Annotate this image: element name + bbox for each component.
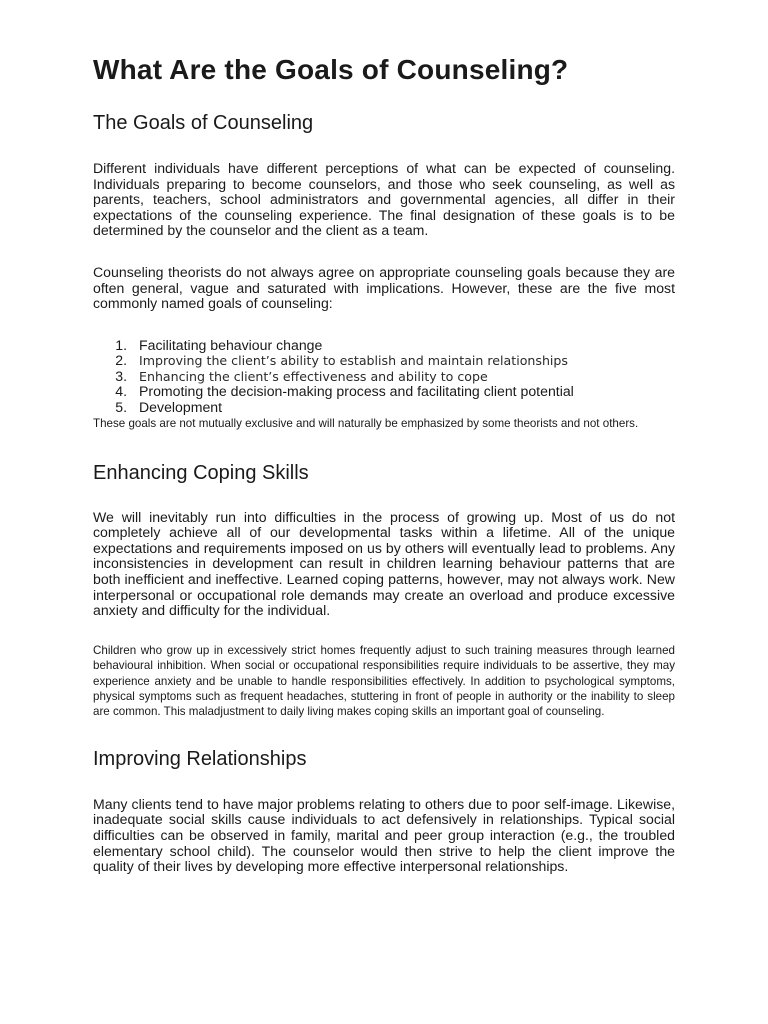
section-heading-relationships: Improving Relationships <box>93 747 307 770</box>
list-item-number: 5. <box>115 398 127 415</box>
list-item-number: 4. <box>115 383 127 400</box>
list-item <box>93 353 675 369</box>
list-item-text: Enhancing the client’s effectiveness and ability to cope <box>139 368 488 384</box>
list-item-number: 3. <box>115 367 127 384</box>
list-item-text: Promoting the decision-making process and facilitating client potential <box>139 383 574 400</box>
paragraph-perceptions: Different individuals have different perceptions of what can be expected of counseling. Individuals preparing to become counselors, and those who seek counseling, as well as parents, teachers, school administrators and governmental agencies, all differ in their expectations of the counseling experience. The final designation of these goals is to be determined by the counselor and the client as a team. <box>93 160 675 239</box>
list-item-number: 2. <box>115 352 127 369</box>
list-item <box>93 400 675 416</box>
list-item <box>93 369 675 385</box>
list-item-text: Development <box>139 398 223 415</box>
paragraph-difficulties: We will inevitably run into difficulties in the process of growing up. Most of us do not completely achieve all of our developmental tasks within a lifetime. All of the unique expectations and requirements imposed on us by others will eventually lead to problems. Any inconsistencies in development can result in children learning behaviour patterns that are both inefficient and ineffective. Learned coping patterns, however, may not always work. New interpersonal or occupational role demands may create an overload and produce excessive anxiety and difficulty for the individual. <box>93 508 675 619</box>
page-title: What Are the Goals of Counseling? <box>93 54 569 85</box>
document-page <box>93 52 675 875</box>
goals-note: These goals are not mutually exclusive and will naturally be emphasized by some theorists and not others. <box>93 417 639 431</box>
section-heading-coping: Enhancing Coping Skills <box>93 461 309 484</box>
paragraph-theorists: Counseling theorists do not always agree on appropriate counseling goals because they are often general, vague and saturated with implications. However, these are the five most commonly named goals of counseling: <box>93 263 675 312</box>
list-item <box>93 384 675 400</box>
goals-list <box>93 338 675 416</box>
list-item-number: 1. <box>115 336 127 353</box>
list-item-text: Facilitating behaviour change <box>139 336 323 353</box>
paragraph-relationships: Many clients tend to have major problems relating to others due to poor self-image. Likewise, inadequate social skills cause individuals to act defensively in relationships. Typical social difficulties can be observed in family, marital and peer group interaction (e.g., the troubled elementary school child). The counselor would then strive to help the client improve the quality of their lives by developing more effective interpersonal relationships. <box>93 795 675 875</box>
list-item-text: Improving the client’s ability to establish and maintain relationships <box>139 353 568 369</box>
section-heading-goals: The Goals of Counseling <box>93 112 314 134</box>
list-item <box>93 338 675 354</box>
paragraph-strict-homes: Children who grow up in excessively strict homes frequently adjust to such training measures through learned behavioural inhibition. When social or occupational responsibilities require individuals to be assertive, they may experience anxiety and be unable to handle responsibilities effectively. In addition to psychological symptoms, physical symptoms such as frequent headaches, stuttering in front of people in authority or the inability to sleep are common. This maladjustment to daily living makes coping skills an important goal of counseling. <box>93 643 675 719</box>
